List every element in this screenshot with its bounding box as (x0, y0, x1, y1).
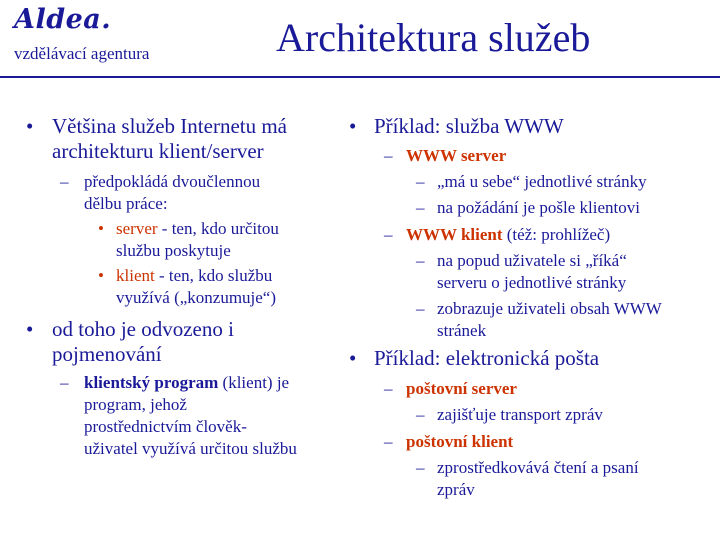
bullet-marker: • (349, 346, 357, 370)
dash-marker: – (60, 373, 69, 392)
client-program-term: klientský program (84, 373, 219, 392)
server-definition: - ten, kdo určitou (157, 219, 279, 238)
client-program-rest: (klient) je (218, 373, 290, 392)
www-client-alias: (též: prohlížeč) (502, 225, 611, 244)
dash-marker: – (384, 379, 393, 398)
header-divider (0, 76, 720, 78)
mail-client-heading: poštovní klient (406, 432, 514, 451)
dash-marker: – (416, 405, 425, 424)
bullet-marker: • (26, 317, 34, 341)
slide-title: Architektura služeb (276, 15, 591, 60)
dash-marker: – (416, 198, 425, 217)
mail-server-item-1: zajišťuje transport zpráv (437, 405, 603, 424)
left-bullet-1-line-1: Většina služeb Internetu má (52, 114, 287, 138)
right-bullet-www: Příklad: služba WWW (374, 114, 564, 138)
left-sub-2-line-2: program, jehož (84, 395, 187, 414)
bullet-marker: • (349, 114, 357, 138)
www-server-item-1: „má u sebe“ jednotlivé stránky (437, 172, 647, 191)
mail-server-heading: poštovní server (406, 379, 517, 398)
company-logo: Aldea. (14, 4, 112, 35)
sub-bullet-marker: • (98, 266, 104, 285)
mail-client-item-1 (437, 457, 639, 501)
server-definition-line-2: službu poskytuje (116, 241, 231, 260)
left-sub-sub-client (116, 265, 276, 309)
left-bullet-2-line-2: pojmenování (52, 342, 162, 366)
left-bullet-2 (52, 317, 234, 367)
sub-bullet-marker: • (98, 219, 104, 238)
dash-marker: – (416, 299, 425, 318)
left-sub-2-line-4: uživatel využívá určitou službu (84, 439, 297, 458)
dash-marker: – (384, 225, 393, 244)
left-sub-1-line-1: předpokládá dvoučlennou (84, 172, 261, 191)
www-server-item-2: na požádání je pošle klientovi (437, 198, 640, 217)
left-sub-2-line-3: prostřednictvím člověk- (84, 417, 247, 436)
dash-marker: – (416, 172, 425, 191)
left-bullet-1-line-2: architekturu klient/server (52, 139, 264, 163)
www-server-heading: WWW server (406, 146, 507, 165)
left-sub-2 (84, 372, 297, 460)
left-bullet-2-line-1: od toho je odvozeno i (52, 317, 234, 341)
www-client-item-2-line-2: stránek (437, 321, 487, 340)
dash-marker: – (416, 251, 425, 270)
left-sub-1-line-2: dělbu práce: (84, 194, 168, 213)
mail-client-item-1-line-2: zpráv (437, 480, 475, 499)
mail-client-item-1-line-1: zprostředkovává čtení a psaní (437, 458, 639, 477)
www-client-item-1-line-1: na popud uživatele si „říká“ (437, 251, 627, 270)
left-sub-sub-server (116, 218, 279, 262)
client-definition-line-2: využívá („konzumuje“) (116, 288, 277, 307)
company-tagline: vzdělávací agentura (14, 44, 150, 63)
www-client-item-2 (437, 298, 662, 342)
bullet-marker: • (26, 114, 34, 138)
client-definition: - ten, kdo službu (154, 266, 273, 285)
www-client-heading (406, 224, 610, 246)
client-keyword: klient (116, 266, 155, 285)
www-client-term: WWW klient (406, 225, 503, 244)
left-bullet-1 (52, 114, 287, 164)
dash-marker: – (60, 172, 69, 191)
www-client-item-1 (437, 250, 627, 294)
dash-marker: – (384, 432, 393, 451)
www-client-item-2-line-1: zobrazuje uživateli obsah WWW (437, 299, 662, 318)
server-keyword: server (116, 219, 158, 238)
right-bullet-mail: Příklad: elektronická pošta (374, 346, 600, 370)
dash-marker: – (384, 146, 393, 165)
left-sub-1 (84, 171, 260, 215)
dash-marker: – (416, 458, 425, 477)
www-client-item-1-line-2: serveru o jednotlivé stránky (437, 273, 627, 292)
